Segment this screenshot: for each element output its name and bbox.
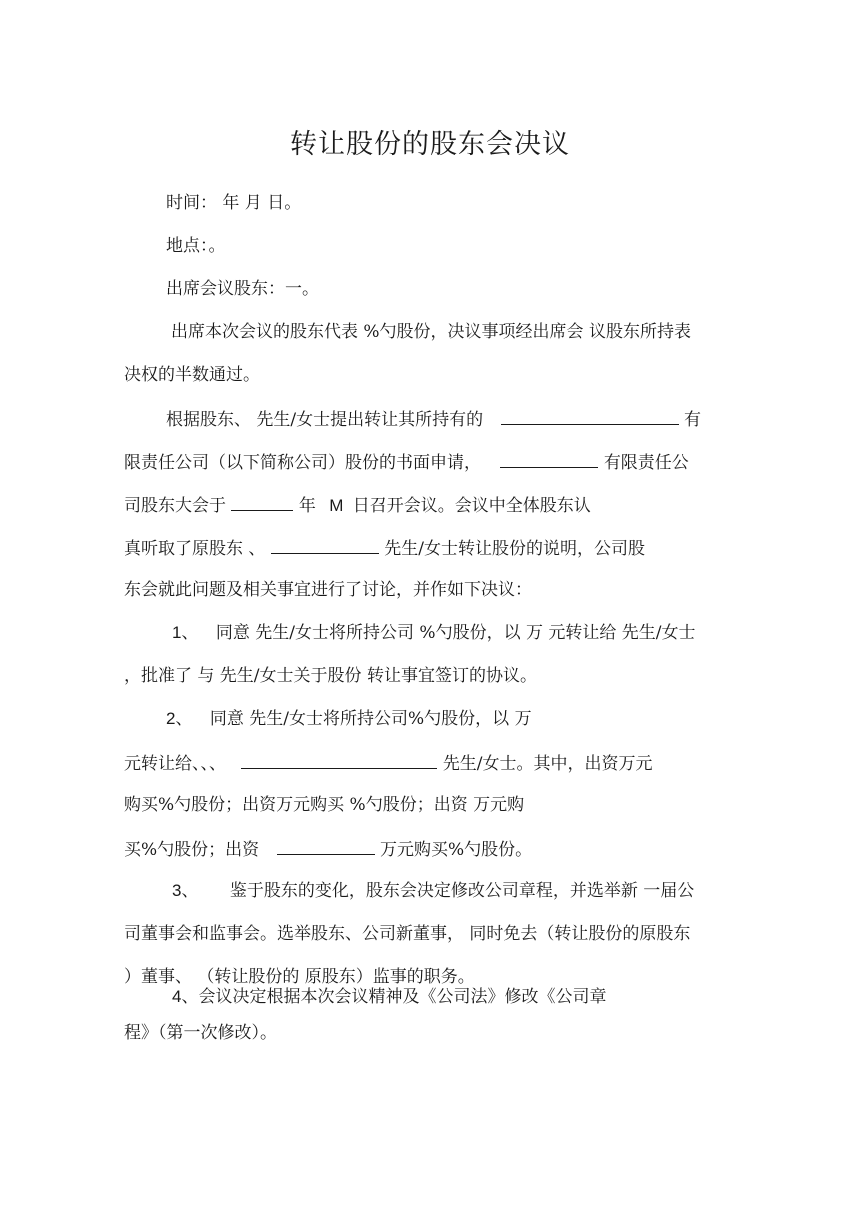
blank-transferees bbox=[241, 750, 437, 769]
blank-investment-amount bbox=[277, 836, 375, 855]
resolution-4-text: 、会议决定根据本次会议精神及《公司法》修改《公司章 bbox=[181, 987, 607, 1007]
resolution-3-line-1 bbox=[172, 879, 694, 903]
meeting-time: 时间： 年 月 日。 bbox=[166, 193, 302, 213]
resolution-3-text: 鉴于股东的变化，股东会决定修改公司章程，并选举新 一届公 bbox=[229, 881, 695, 901]
resolution-3-line-2: 司董事会和监事会。选举股东、公司新董事， 同时免去（转让股份的原股东 bbox=[124, 924, 691, 944]
paragraph-2-line-5: 东会就此问题及相关事宜进行了讨论，并作如下决议： bbox=[124, 580, 532, 600]
paragraph-2-line-3-year: 年 bbox=[298, 496, 316, 516]
blank-company-name-2 bbox=[500, 449, 598, 468]
paragraph-2-line-2-text: 限责任公司（以下简称公司）股份的书面申请， bbox=[124, 453, 481, 473]
resolution-2-line-4-text: 买%勺股份；出资 bbox=[124, 840, 260, 860]
paragraph-2-line-4 bbox=[124, 535, 645, 561]
blank-year bbox=[231, 492, 293, 511]
blank-original-shareholder bbox=[271, 535, 379, 554]
resolution-2-line-2-text: 元转让给、、、 bbox=[124, 754, 226, 774]
paragraph-2-line-3 bbox=[124, 492, 591, 518]
resolution-2-line-4 bbox=[124, 836, 532, 862]
resolution-2-line-2 bbox=[124, 750, 653, 776]
paragraph-2-line-1-end: 有 bbox=[683, 410, 701, 430]
paragraph-2-line-3-text: 司股东大会于 bbox=[124, 496, 226, 516]
resolution-1-number: 1、 bbox=[172, 623, 199, 642]
paragraph-2-line-2 bbox=[124, 449, 689, 475]
paragraph-2-line-2-end: 有限责任公 bbox=[603, 453, 689, 473]
paragraph-2-line-3-end: 日召开会议。会议中全体股东认 bbox=[352, 496, 591, 516]
resolution-1-line-2: ，批准了 与 先生/女士关于股份 转让事宜签订的协议。 bbox=[124, 666, 537, 686]
paragraph-1-line-1: 出席本次会议的股东代表 %勺股份，决议事项经出席会 议股东所持表 bbox=[171, 322, 691, 342]
resolution-1-text: 同意 先生/女士将所持公司 %勺股份，以 万 元转让给 先生/女士 bbox=[215, 623, 696, 643]
meeting-place: 地点：。 bbox=[166, 236, 226, 256]
resolution-4-line-1 bbox=[172, 985, 606, 1009]
paragraph-2-line-3-month: M bbox=[329, 496, 344, 515]
paragraph-1-line-2: 决权的半数通过。 bbox=[124, 365, 260, 385]
resolution-2-text: 同意 先生/女士将所持公司%勺股份，以 万 bbox=[209, 709, 532, 729]
paragraph-2-line-1-text: 根据股东、 先生/女士提出转让其所持有的 bbox=[166, 410, 484, 430]
blank-company-name bbox=[501, 406, 679, 425]
document-title: 转让股份的股东会决议 bbox=[290, 129, 570, 160]
paragraph-2-line-1 bbox=[166, 406, 701, 432]
resolution-3-number: 3、 bbox=[172, 881, 199, 900]
attending-shareholders: 出席会议股东：一。 bbox=[166, 279, 319, 299]
resolution-3-line-3: ）董事、 （转让股份的 原股东）监事的职务。 bbox=[124, 967, 475, 987]
resolution-1-line-1 bbox=[172, 621, 696, 645]
resolution-2-line-1 bbox=[166, 707, 532, 731]
resolution-2-line-4-end: 万元购买%勺股份。 bbox=[379, 840, 533, 860]
resolution-2-line-3: 购买%勺股份；出资万元购买 %勺股份；出资 万元购 bbox=[124, 795, 525, 815]
paragraph-2-line-4-end: 先生/女士转让股份的说明，公司股 bbox=[384, 539, 645, 559]
resolution-4-line-2: 程》（第一次修改）。 bbox=[124, 1023, 277, 1043]
resolution-2-number: 2、 bbox=[166, 709, 193, 728]
paragraph-2-line-4-text: 真听取了原股东 、 bbox=[124, 539, 266, 559]
resolution-4-number: 4 bbox=[172, 987, 182, 1006]
resolution-2-line-2-end: 先生/女士。其中，出资万元 bbox=[442, 754, 653, 774]
